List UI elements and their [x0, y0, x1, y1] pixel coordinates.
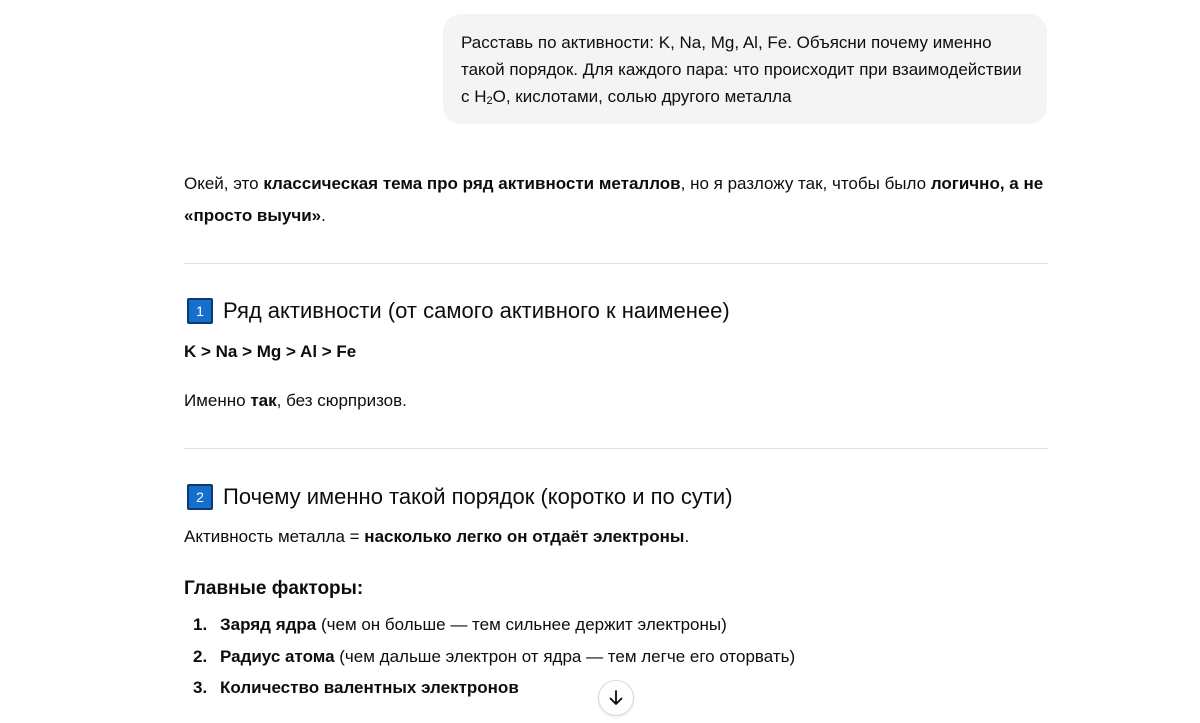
definition-bold: насколько легко он отдаёт электроны — [364, 527, 685, 546]
list-number: 2. — [193, 646, 208, 666]
series-note — [184, 389, 407, 413]
definition-text: . — [684, 527, 690, 546]
factors-list — [184, 609, 795, 704]
user-message-text: Расставь по активности: K, Na, Mg, Al, Fe. Объясни почему именно такой порядок. Для каждого пара: что происходит при взаимодействии с H — [461, 33, 1022, 106]
list-item-text: (чем дальше электрон от ядра — тем легче его оторвать) — [334, 646, 796, 666]
list-item-text: (чем он больше — тем сильнее держит электроны) — [316, 615, 727, 634]
intro-text: , но я разложу так, чтобы было — [680, 174, 931, 193]
intro-bold-topic: классическая тема про ряд активности металлов — [263, 174, 681, 193]
scroll-to-bottom-button[interactable] — [598, 680, 634, 716]
divider — [184, 448, 1048, 449]
section-heading-1 — [184, 297, 730, 325]
note-text: , без сюрпризов. — [276, 391, 407, 410]
activity-definition — [184, 525, 689, 549]
list-item-bold: Количество валентных электронов — [220, 678, 519, 697]
factors-heading: Главные факторы: — [184, 578, 364, 599]
divider — [184, 263, 1048, 264]
note-bold: так — [250, 391, 277, 410]
keycap-number-icon: 1 — [187, 298, 213, 324]
list-item — [184, 641, 795, 673]
response-intro — [184, 168, 1048, 232]
activity-series: K > Na > Mg > Al > Fe — [184, 342, 357, 361]
keycap-number-icon: 2 — [187, 484, 213, 510]
user-message-bubble — [443, 14, 1047, 124]
section-title: Ряд активности (от самого активного к наименее) — [223, 298, 730, 323]
note-text: Именно — [184, 391, 251, 410]
intro-bold-logic: логично, а не «просто выучи» — [184, 174, 1044, 225]
list-item — [184, 609, 795, 641]
user-message-subscript: 2 — [486, 95, 493, 107]
arrow-down-icon — [607, 689, 625, 707]
list-item-bold: Заряд ядра — [220, 615, 317, 634]
intro-text: . — [321, 206, 326, 225]
definition-text: Активность металла = — [184, 527, 365, 546]
intro-text: Окей, это — [184, 174, 264, 193]
list-number: 1. — [193, 615, 208, 634]
section-title: Почему именно такой порядок (коротко и по сути) — [223, 484, 733, 509]
section-heading-2 — [184, 483, 733, 511]
list-item-bold: Радиус атома — [220, 646, 335, 666]
list-item — [184, 672, 795, 704]
user-message-text-end: O, кислотами, солью другого металла — [492, 87, 792, 106]
list-number: 3. — [193, 678, 208, 697]
